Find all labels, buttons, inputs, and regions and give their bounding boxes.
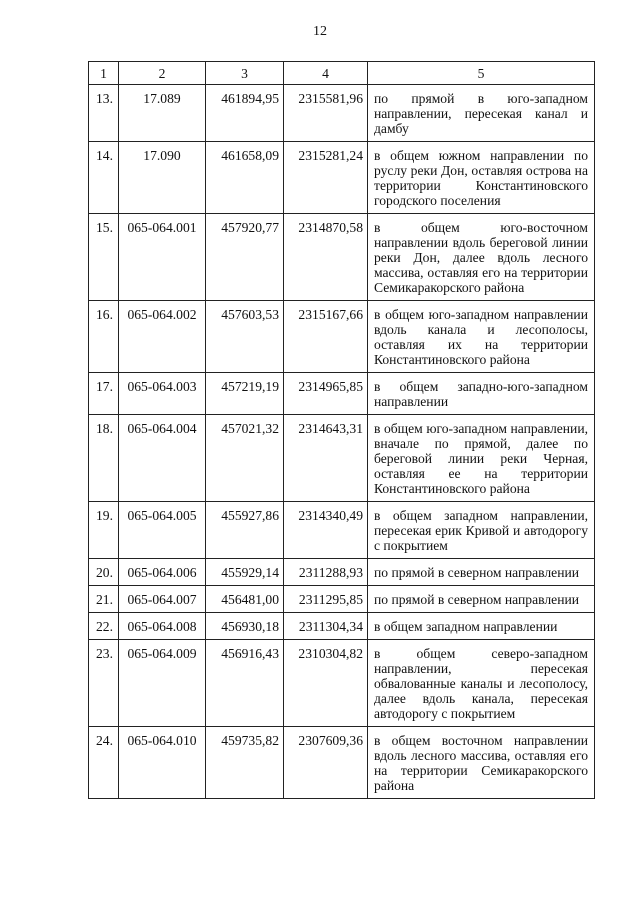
table-row bbox=[89, 85, 595, 142]
table-row bbox=[89, 613, 595, 640]
row-number-cell: 18. bbox=[89, 415, 119, 502]
point-number-cell: 065-064.005 bbox=[119, 502, 206, 559]
row-number-cell: 14. bbox=[89, 142, 119, 214]
boundary-description-cell: по прямой в северном направлении bbox=[368, 559, 595, 586]
y-coordinate-cell: 2311304,34 bbox=[284, 613, 368, 640]
table-row bbox=[89, 586, 595, 613]
boundary-description-cell: в общем западно-юго-западном направлении bbox=[368, 373, 595, 415]
point-number-cell: 065-064.003 bbox=[119, 373, 206, 415]
x-coordinate-cell: 457920,77 bbox=[206, 214, 284, 301]
row-number-cell: 21. bbox=[89, 586, 119, 613]
boundary-description-cell: в общем южном направлении по руслу реки Дон, оставляя острова на территории Константиновского городского поселения bbox=[368, 142, 595, 214]
boundary-description-cell: по прямой в северном направлении bbox=[368, 586, 595, 613]
y-coordinate-cell: 2314340,49 bbox=[284, 502, 368, 559]
table-row bbox=[89, 415, 595, 502]
table-row bbox=[89, 727, 595, 799]
column-header: 4 bbox=[284, 62, 368, 85]
column-header: 5 bbox=[368, 62, 595, 85]
row-number-cell: 16. bbox=[89, 301, 119, 373]
x-coordinate-cell: 456930,18 bbox=[206, 613, 284, 640]
row-number-cell: 20. bbox=[89, 559, 119, 586]
y-coordinate-cell: 2315281,24 bbox=[284, 142, 368, 214]
x-coordinate-cell: 455927,86 bbox=[206, 502, 284, 559]
table-row bbox=[89, 214, 595, 301]
column-header: 3 bbox=[206, 62, 284, 85]
y-coordinate-cell: 2315581,96 bbox=[284, 85, 368, 142]
x-coordinate-cell: 455929,14 bbox=[206, 559, 284, 586]
y-coordinate-cell: 2314870,58 bbox=[284, 214, 368, 301]
y-coordinate-cell: 2315167,66 bbox=[284, 301, 368, 373]
column-header: 1 bbox=[89, 62, 119, 85]
boundary-description-cell: в общем юго-западном направлении вдоль канала и лесополосы, оставляя их на территории Константиновского района bbox=[368, 301, 595, 373]
y-coordinate-cell: 2314965,85 bbox=[284, 373, 368, 415]
boundary-description-cell: в общем северо-западном направлении, пересекая обвалованные каналы и лесополосу, далее вдоль канала, пересекая автодорогу с покрытием bbox=[368, 640, 595, 727]
boundary-description-cell: в общем восточном направлении вдоль лесного массива, оставляя его на территории Семикаракорского района bbox=[368, 727, 595, 799]
x-coordinate-cell: 456916,43 bbox=[206, 640, 284, 727]
table-row bbox=[89, 301, 595, 373]
y-coordinate-cell: 2310304,82 bbox=[284, 640, 368, 727]
y-coordinate-cell: 2314643,31 bbox=[284, 415, 368, 502]
row-number-cell: 23. bbox=[89, 640, 119, 727]
row-number-cell: 17. bbox=[89, 373, 119, 415]
point-number-cell: 065-064.010 bbox=[119, 727, 206, 799]
point-number-cell: 065-064.007 bbox=[119, 586, 206, 613]
boundary-table bbox=[88, 61, 595, 799]
point-number-cell: 17.090 bbox=[119, 142, 206, 214]
table-header-row bbox=[89, 62, 595, 85]
point-number-cell: 065-064.002 bbox=[119, 301, 206, 373]
point-number-cell: 065-064.001 bbox=[119, 214, 206, 301]
boundary-description-cell: в общем западном направлении, пересекая ерик Кривой и автодорогу с покрытием bbox=[368, 502, 595, 559]
boundary-description-cell: в общем юго-восточном направлении вдоль береговой линии реки Дон, далее вдоль лесного массива, оставляя его на территории Семикаракорского района bbox=[368, 214, 595, 301]
boundary-description-cell: в общем юго-западном направлении, вначале по прямой, далее по береговой линии реки Черная, оставляя ее на территории Константиновского района bbox=[368, 415, 595, 502]
table-row bbox=[89, 559, 595, 586]
x-coordinate-cell: 459735,82 bbox=[206, 727, 284, 799]
row-number-cell: 22. bbox=[89, 613, 119, 640]
point-number-cell: 065-064.006 bbox=[119, 559, 206, 586]
x-coordinate-cell: 457021,32 bbox=[206, 415, 284, 502]
x-coordinate-cell: 456481,00 bbox=[206, 586, 284, 613]
y-coordinate-cell: 2311288,93 bbox=[284, 559, 368, 586]
column-header: 2 bbox=[119, 62, 206, 85]
point-number-cell: 065-064.004 bbox=[119, 415, 206, 502]
point-number-cell: 17.089 bbox=[119, 85, 206, 142]
row-number-cell: 24. bbox=[89, 727, 119, 799]
boundary-description-cell: в общем западном направлении bbox=[368, 613, 595, 640]
y-coordinate-cell: 2307609,36 bbox=[284, 727, 368, 799]
x-coordinate-cell: 461658,09 bbox=[206, 142, 284, 214]
row-number-cell: 15. bbox=[89, 214, 119, 301]
x-coordinate-cell: 457603,53 bbox=[206, 301, 284, 373]
point-number-cell: 065-064.008 bbox=[119, 613, 206, 640]
table-row bbox=[89, 502, 595, 559]
table-row bbox=[89, 640, 595, 727]
boundary-description-cell: по прямой в юго-западном направлении, пересекая канал и дамбу bbox=[368, 85, 595, 142]
x-coordinate-cell: 461894,95 bbox=[206, 85, 284, 142]
row-number-cell: 13. bbox=[89, 85, 119, 142]
table-row bbox=[89, 142, 595, 214]
point-number-cell: 065-064.009 bbox=[119, 640, 206, 727]
page-number: 12 bbox=[313, 24, 327, 39]
table-row bbox=[89, 373, 595, 415]
x-coordinate-cell: 457219,19 bbox=[206, 373, 284, 415]
row-number-cell: 19. bbox=[89, 502, 119, 559]
y-coordinate-cell: 2311295,85 bbox=[284, 586, 368, 613]
